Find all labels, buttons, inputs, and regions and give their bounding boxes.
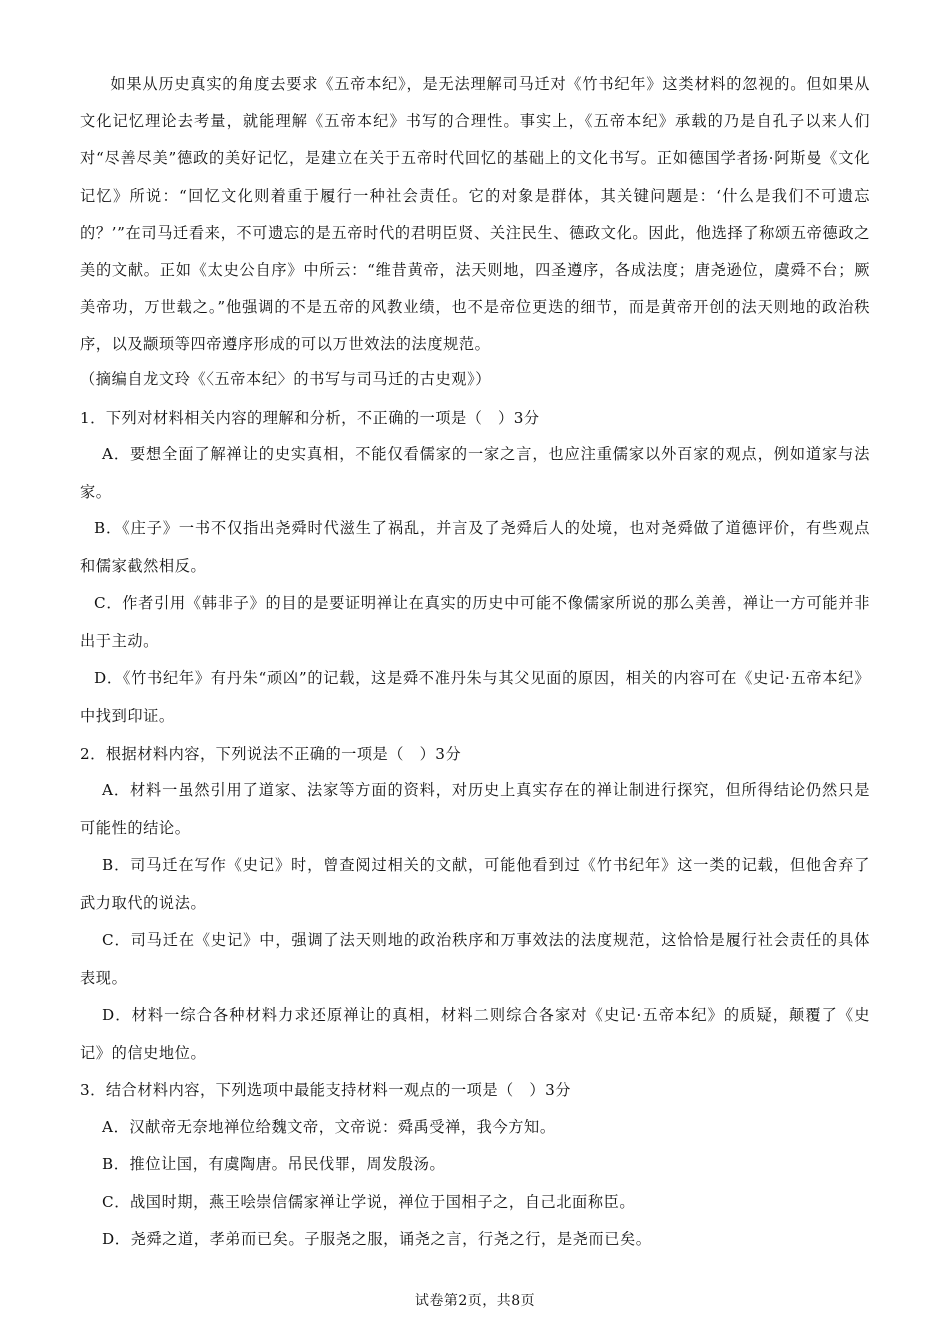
question-1-option-a: A．要想全面了解禅让的史实真相，不能仅看儒家的一家之言，也应注重儒家以外百家的观点，例如道家与法家。 [80, 445, 870, 501]
question-1-stem: 1．下列对材料相关内容的理解和分析，不正确的一项是（ ）3分 [80, 409, 540, 427]
question-2-option-d: D．材料一综合各种材料力求还原禅让的真相，材料二则综合各家对《史记·五帝本纪》的质疑，颠覆了《史记》的信史地位。 [80, 1006, 870, 1062]
question-1-option-c: C．作者引用《韩非子》的目的是要证明禅让在真实的历史中可能不像儒家所说的那么美善，禅让一方可能并非出于主动。 [80, 594, 870, 650]
question-1-option-d: D．《竹书纪年》有丹朱“顽凶”的记载，这是舜不准丹朱与其父见面的原因，相关的内容可在《史记·五帝本纪》中找到印证。 [80, 669, 870, 725]
question-3-option-c: C．战国时期，燕王哙崇信儒家禅让学说，禅位于国相子之，自己北面称臣。 [102, 1193, 636, 1211]
question-3-option-d: D．尧舜之道，孝弟而已矣。子服尧之服，诵尧之言，行尧之行，是尧而已矣。 [102, 1230, 652, 1248]
question-2-option-b: B．司马迁在写作《史记》时，曾查阅过相关的文献，可能他看到过《竹书纪年》这一类的记载，但他舍弃了武力取代的说法。 [80, 856, 870, 912]
question-3-option-b: B．推位让国，有虞陶唐。吊民伐罪，周发殷汤。 [102, 1155, 446, 1173]
page-footer: 试卷第2页，共8页 [414, 1293, 536, 1309]
question-3-option-a: A．汉献帝无奈地禅位给魏文帝，文帝说：舜禹受禅，我今方知。 [102, 1118, 556, 1136]
question-1-option-b: B．《庄子》一书不仅指出尧舜时代滋生了祸乱，并言及了尧舜后人的处境，也对尧舜做了道德评价，有些观点和儒家截然相反。 [80, 519, 870, 575]
passage-paragraph: 如果从历史真实的角度去要求《五帝本纪》，是无法理解司马迁对《竹书纪年》这类材料的忽视的。但如果从文化记忆理论去考量，就能理解《五帝本纪》书写的合理性。事实上，《五帝本纪》承载的乃是自孔子以来人们对“尽善尽美”德政的美好记忆，是建立在关于五帝时代回忆的基础上的文化书写。正如德国学者扬·阿斯曼《文化记忆》所说：“回忆文化则着重于履行一种社会责任。它的对象是群体，其关键问题是：‘什么是我们不可遗忘的？’”在司马迁看来，不可遗忘的是五帝时代的君明臣贤、关注民生、德政文化。因此，他选择了称颂五帝德政之美的文献。正如《太史公自序》中所云：“维昔黄帝，法天则地，四圣遵序，各成法度；唐尧逊位，虞舜不台；厥美帝功，万世载之。”他强调的不是五帝的风教业绩，也不是帝位更迭的细节，而是黄帝开创的法天则地的政治秩序，以及颛顼等四帝遵序形成的可以万世效法的法度规范。 [80, 75, 870, 354]
question-3-stem: 3．结合材料内容，下列选项中最能支持材料一观点的一项是（ ）3分 [80, 1081, 571, 1099]
question-2-stem: 2．根据材料内容，下列说法不正确的一项是（ ）3分 [80, 745, 462, 763]
question-2-option-c: C．司马迁在《史记》中，强调了法天则地的政治秩序和万事效法的法度规范，这恰恰是履行社会责任的具体表现。 [80, 931, 870, 987]
passage-source: （摘编自龙文玲《〈五帝本纪〉的书写与司马迁的古史观》） [80, 370, 492, 388]
question-2-option-a: A．材料一虽然引用了道家、法家等方面的资料，对历史上真实存在的禅让制进行探究，但所得结论仍然只是可能性的结论。 [80, 781, 870, 837]
